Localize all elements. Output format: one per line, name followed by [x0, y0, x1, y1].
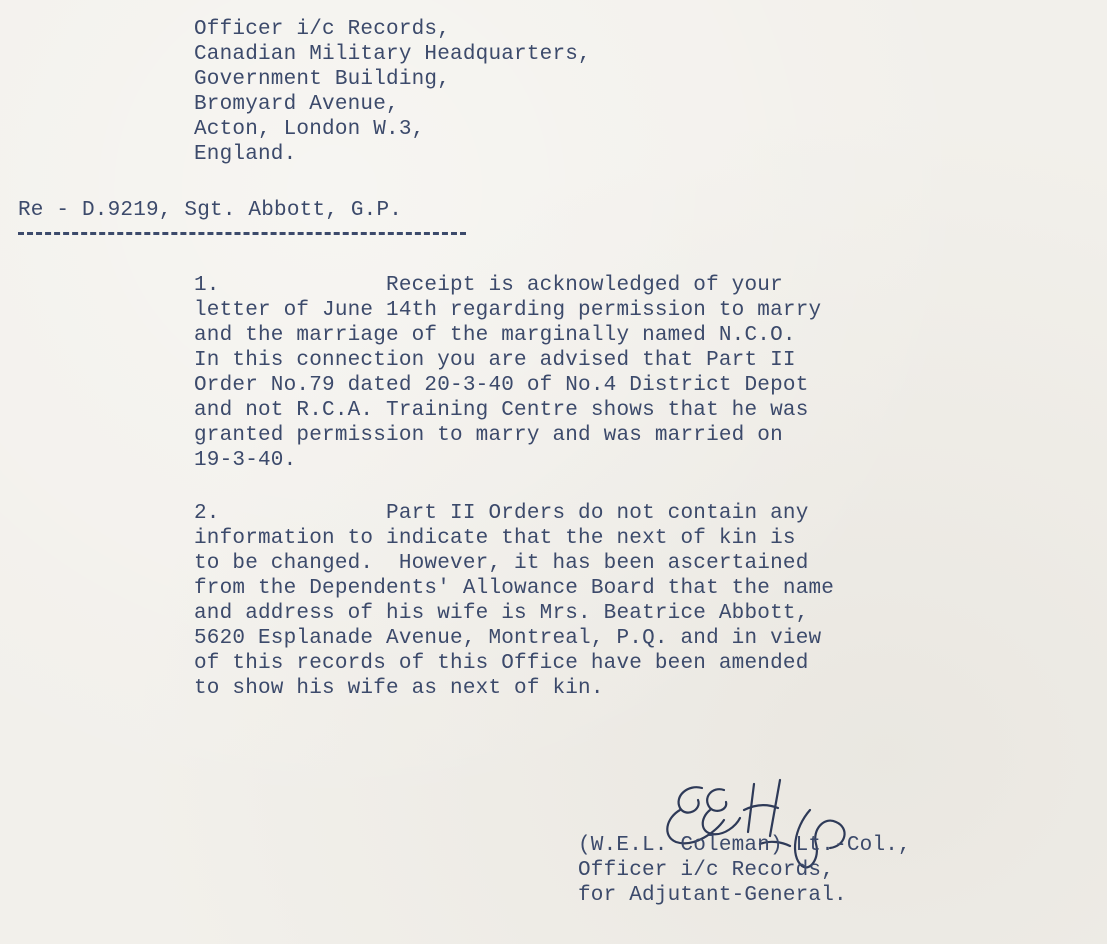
signatory-title: Officer i/c Records, — [578, 859, 835, 882]
signature-block — [578, 833, 911, 908]
paragraph-line: In this connection you are advised that Part II — [194, 349, 796, 372]
address-line: England. — [194, 143, 297, 166]
paragraph-line: to be changed. However, it has been ascertained — [194, 552, 809, 575]
address-line: Acton, London W.3, — [194, 118, 425, 141]
address-line: Government Building, — [194, 68, 451, 91]
address-line: Bromyard Avenue, — [194, 93, 399, 116]
paragraph-line: 5620 Esplanade Avenue, Montreal, P.Q. and in view — [194, 627, 822, 650]
signatory-capacity: for Adjutant-General. — [578, 884, 847, 907]
signatory-name: (W.E.L. Coleman) Lt.-Col., — [578, 834, 911, 857]
subject-text: Re - D.9219, Sgt. Abbott, G.P. — [18, 199, 403, 222]
paragraph-line: from the Dependents' Allowance Board that the name — [194, 577, 835, 600]
paragraph-line: information to indicate that the next of kin is — [194, 527, 796, 550]
paragraph-line: Order No.79 dated 20-3-40 of No.4 District Depot — [194, 374, 809, 397]
paragraph-2 — [194, 501, 834, 701]
paragraph-line: granted permission to marry and was married on — [194, 424, 783, 447]
paragraph-line: and address of his wife is Mrs. Beatrice Abbott, — [194, 602, 809, 625]
paragraph-line: letter of June 14th regarding permission to marry — [194, 299, 822, 322]
paragraph-line: and the marriage of the marginally named N.C.O. — [194, 324, 796, 347]
paragraph-line: to show his wife as next of kin. — [194, 677, 604, 700]
address-line: Canadian Military Headquarters, — [194, 43, 591, 66]
paragraph-line: 1. Receipt is acknowledged of your — [194, 274, 783, 297]
paragraph-line: and not R.C.A. Training Centre shows that he was — [194, 399, 809, 422]
paragraph-1 — [194, 273, 821, 473]
subject-line — [18, 198, 402, 223]
recipient-address — [194, 17, 591, 167]
subject-underline — [18, 232, 466, 235]
paragraph-line: 19-3-40. — [194, 449, 297, 472]
address-line: Officer i/c Records, — [194, 18, 451, 41]
paragraph-line: 2. Part II Orders do not contain any — [194, 502, 809, 525]
paragraph-line: of this records of this Office have been amended — [194, 652, 809, 675]
